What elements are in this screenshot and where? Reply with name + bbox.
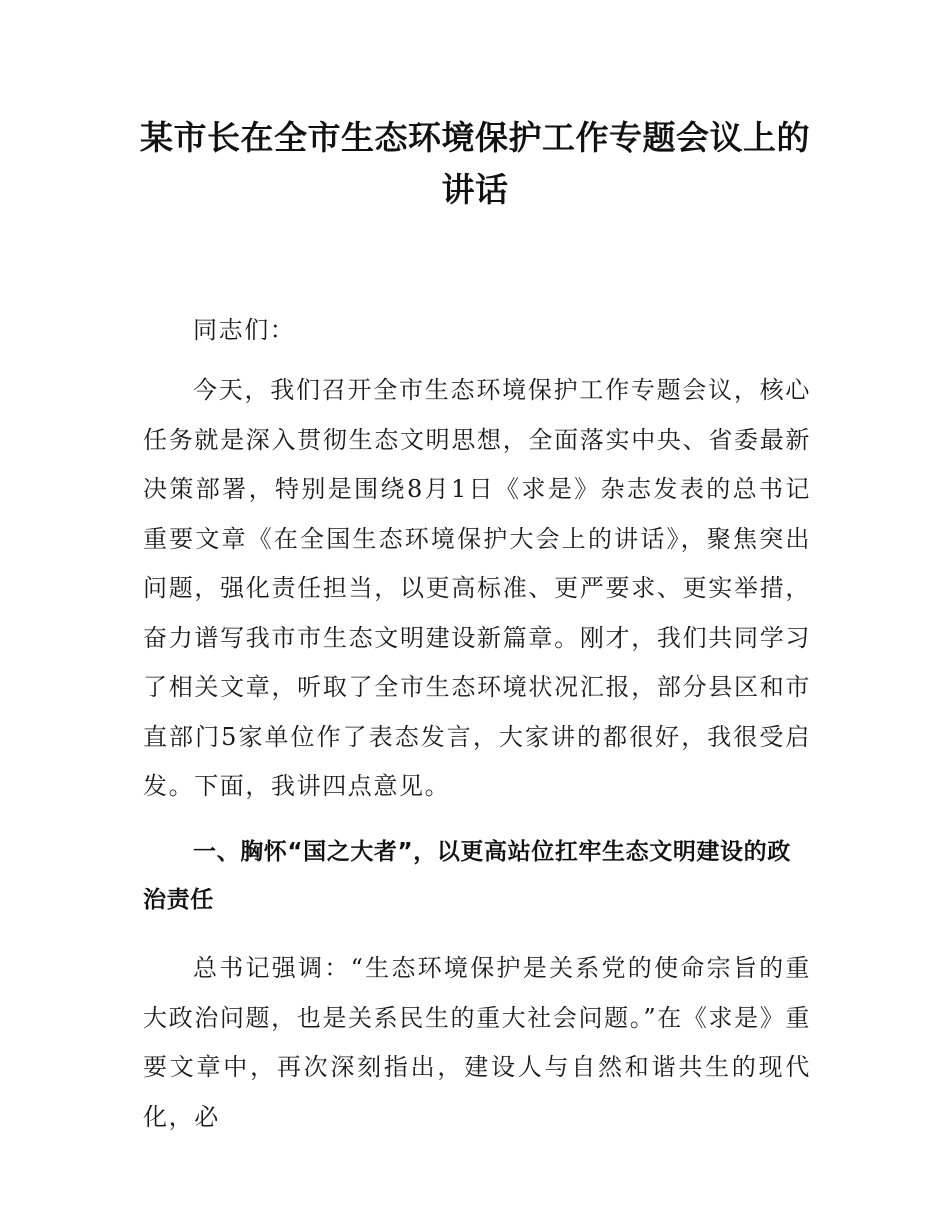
greeting-paragraph: 同志们： [193, 316, 296, 344]
document-title: 某市长在全市生态环境保护工作专题会议上的讲话 [140, 118, 810, 209]
section-paragraph: 总书记强调：“生态环境保护是关系党的使命宗旨的重大政治问题，也是关系民生的重大社会问题。”在《求是》重要文章中，再次深刻指出，建设人与自然和谐共生的现代化，必 [143, 954, 811, 1131]
section-heading: 一、胸怀“国之大者”，以更高站位扛牢生态文明建设的政治责任 [143, 839, 791, 913]
intro-paragraph: 今天，我们召开全市生态环境保护工作专题会议，核心任务就是深入贯彻生态文明思想，全面落实中央、省委最新决策部署，特别是围绕8月1日《求是》杂志发表的总书记重要文章《在全国生态环境保护大会上的讲话》，聚焦突出问题，强化责任担当，以更高标准、更严要求、更实举措，奋力谱写我市市生态文明建设新篇章。刚才，我们共同学习了相关文章，听取了全市生态环境状况汇报，部分县区和市直部门5家单位作了表态发言，大家讲的都很好，我很受启发。下面，我讲四点意见。 [143, 376, 811, 800]
